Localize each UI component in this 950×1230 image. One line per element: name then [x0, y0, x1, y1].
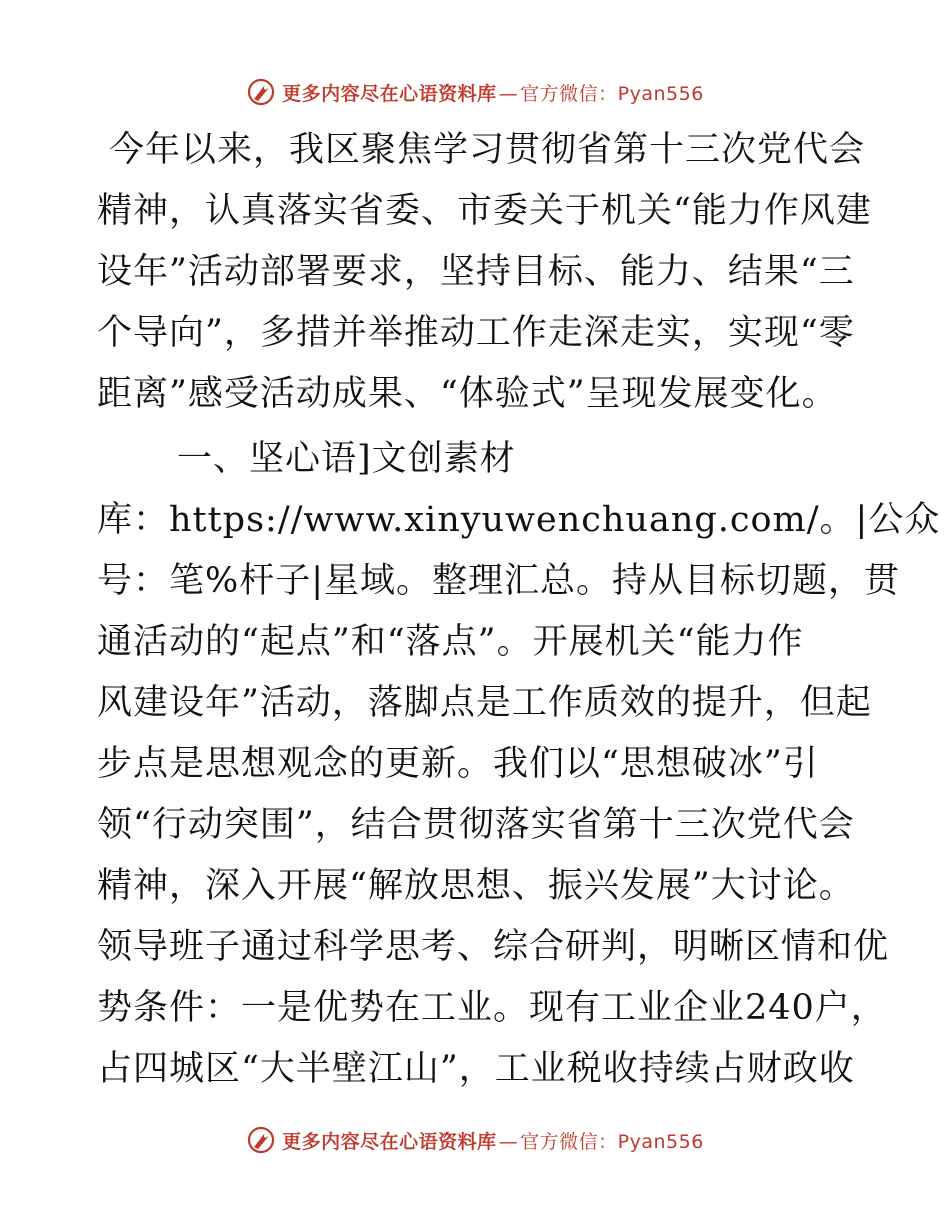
document-body: [97, 120, 941, 1100]
pen-nib-logo-icon: [246, 77, 276, 107]
header-banner-wechat: 官方微信：Pyan556: [520, 82, 704, 105]
footer-banner-wechat: 官方微信：Pyan556: [520, 1130, 704, 1153]
header-banner: [0, 72, 950, 112]
header-banner-main: 更多内容尽在心语资料库: [282, 82, 497, 105]
para2-line: 势条件：一是优势在工业。现有工业企业240户，: [97, 988, 887, 1028]
footer-banner-separator: —: [498, 1130, 519, 1153]
para2-line: 领导班子通过科学思考、综合研判，明晰区情和优: [97, 927, 890, 967]
pen-nib-logo-icon: [246, 1125, 276, 1155]
para1-line: 今年以来，我区聚焦学习贯彻省第十三次党代会: [109, 130, 866, 170]
para2-line: 库：https://www.xinyuwenchuang.com/。|公众: [97, 500, 941, 540]
footer-banner-main: 更多内容尽在心语资料库: [282, 1130, 497, 1153]
para2-line: 占四城区“大半壁江山”，工业税收持续占财政收: [97, 1049, 855, 1089]
para2-line: 风建设年”活动，落脚点是工作质效的提升，但起: [97, 683, 872, 723]
para1-line: 个导向”，多措并举推动工作走深走实，实现“零: [97, 313, 855, 353]
para2-line: 精神，深入开展“解放思想、振兴发展”大讨论。: [97, 866, 855, 906]
para1-line: 距离”感受活动成果、“体验式”呈现发展变化。: [97, 374, 838, 414]
footer-banner: [0, 1120, 950, 1160]
section-heading: 一、坚心语]文创素材: [177, 439, 516, 479]
header-banner-text: [282, 79, 704, 106]
para1-line: 精神，认真落实省委、市委关于机关“能力作风建: [97, 191, 872, 231]
footer-banner-text: [282, 1127, 704, 1154]
para2-line: 步点是思想观念的更新。我们以“思想破冰”引: [97, 744, 819, 784]
para2-line: 领“行动突围”，结合贯彻落实省第十三次党代会: [97, 805, 855, 845]
header-banner-separator: —: [498, 82, 519, 105]
para2-line: 通活动的“起点”和“落点”。开展机关“能力作: [97, 622, 804, 662]
para2-line: 号：笔%杆子|星域。整理汇总。持从目标切题，贯: [97, 561, 901, 601]
para1-line: 设年”活动部署要求，坚持目标、能力、结果“三: [97, 252, 855, 292]
